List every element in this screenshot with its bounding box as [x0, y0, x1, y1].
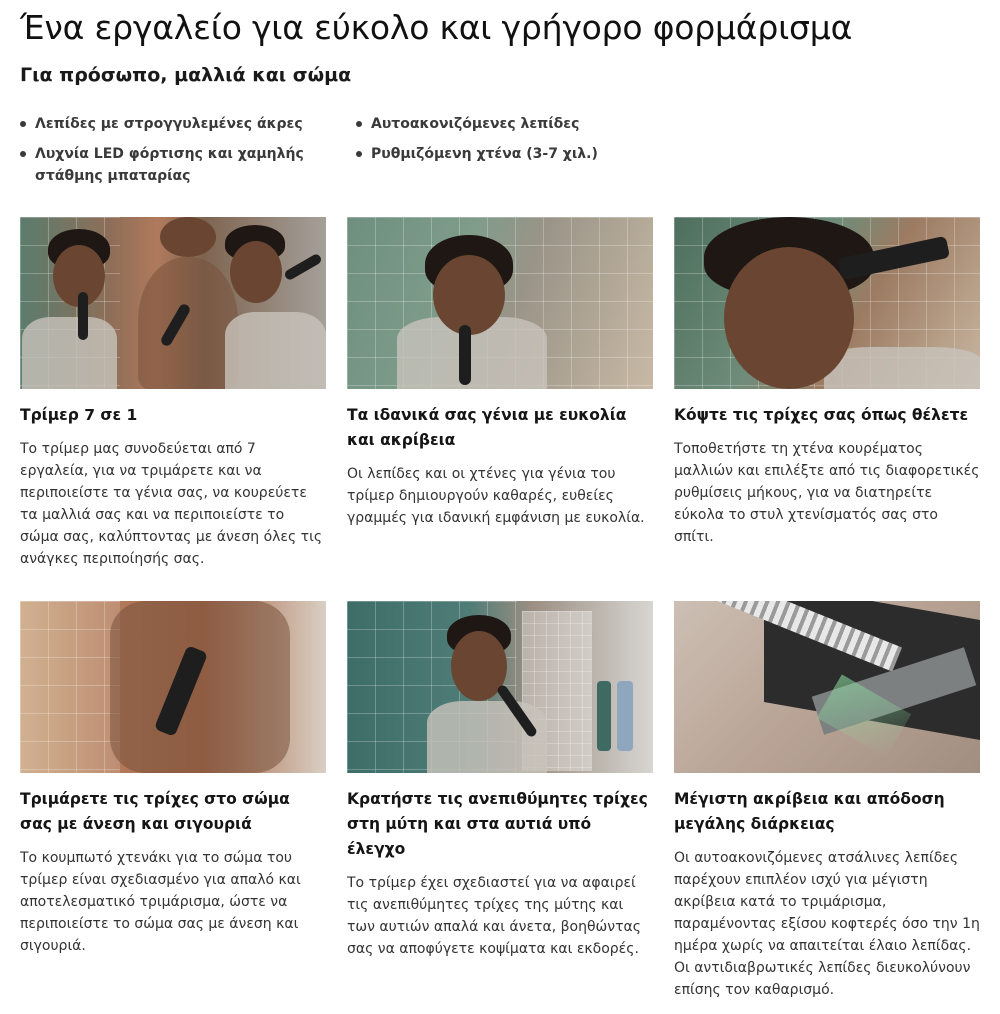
blade-closeup-image [674, 601, 980, 773]
card-description: Οι αυτοακονιζόμενες ατσάλινες λεπίδες παρέχουν επιπλέον ισχύ για μέγιστη ακρίβεια κατά το τριμάρισμα, παραμένοντας εξίσου κοφτερές όσο την 1η ημέρα χωρίς να απαιτείται έλαιο λεπίδας. Οι αντιδιαβρωτικές λεπίδες διευκολύνουν επίσης τον καθαρισμό. [674, 850, 980, 998]
trimmer-7-in-1-image [20, 217, 326, 389]
feature-card [674, 601, 980, 1001]
feature-text: Ρυθμιζόμενη χτένα (3-7 χιλ.) [371, 146, 598, 162]
card-description: Τοποθετήστε τη χτένα κουρέματος μαλλιών και επιλέξτε από τις διαφορετικές ρυθμίσεις μήκους, για να διατηρείτε εύκολα το στυλ χτενίσματός σας στο σπίτι. [674, 441, 980, 545]
beard-trimming-image [347, 217, 653, 389]
page-title: Ένα εργαλείο για εύκολο και γρήγορο φορμάρισμα [20, 8, 853, 47]
card-description: Το τρίμερ έχει σχεδιαστεί για να αφαιρεί τις ανεπιθύμητες τρίχες της μύτης και των αυτιών απαλά και άνετα, βοηθώντας σας να αποφύγετε κοψίματα και εκδορές. [347, 875, 641, 957]
card-description: Το κουμπωτό χτενάκι για το σώμα του τρίμερ είναι σχεδιασμένο για απαλό και αποτελεσματικό τριμάρισμα, ώστε να περιποιείστε το σώμα σας με άνεση και σιγουριά. [20, 850, 301, 954]
bullet-icon [356, 151, 362, 157]
body-trimming-image [20, 601, 326, 773]
card-title: Κόψτε τις τρίχες σας όπως θέλετε [674, 406, 969, 424]
feature-card [347, 217, 653, 570]
nose-ear-trimming-image [347, 601, 653, 773]
bullet-icon [20, 121, 26, 127]
feature-cards-row-1 [20, 217, 980, 570]
feature-item [20, 113, 356, 135]
feature-card [674, 217, 980, 570]
feature-text: Λεπίδες με στρογγυλεμένες άκρες [35, 116, 303, 132]
feature-item [356, 143, 636, 187]
feature-item [356, 113, 636, 135]
feature-card [20, 217, 326, 570]
card-description: Το τρίμερ μας συνοδεύεται από 7 εργαλεία, για να τριμάρετε και να περιποιείστε τα γένια σας, να κουρεύετε τα μαλλιά σας και να περιποιείστε το σώμα σας, καλύπτοντας με άνεση όλες τις ανάγκες περιποίησής σας. [20, 441, 323, 567]
feature-text: Λυχνία LED φόρτισης και χαμηλής στάθμης μπαταρίας [35, 146, 304, 184]
feature-item [20, 143, 356, 187]
feature-list [20, 113, 640, 187]
card-description: Οι λεπίδες και οι χτένες για γένια του τρίμερ δημιουργούν καθαρές, ευθείες γραμμές για ιδανική εμφάνιση με ευκολία. [347, 466, 645, 526]
card-title: Τα ιδανικά σας γένια με ευκολία και ακρίβεια [347, 406, 627, 449]
hair-clipping-image [674, 217, 980, 389]
card-title: Τρίμερ 7 σε 1 [20, 406, 138, 424]
card-title: Μέγιστη ακρίβεια και απόδοση μεγάλης διάρκειας [674, 790, 945, 833]
card-title: Κρατήστε τις ανεπιθύμητες τρίχες στη μύτη και στα αυτιά υπό έλεγχο [347, 790, 648, 858]
bullet-icon [356, 121, 362, 127]
card-title: Τριμάρετε τις τρίχες στο σώμα σας με άνεση και σιγουριά [20, 790, 290, 833]
page-subtitle: Για πρόσωπο, μαλλιά και σώμα [20, 64, 352, 86]
bullet-icon [20, 151, 26, 157]
feature-cards-row-2 [20, 601, 980, 1001]
feature-card [347, 601, 653, 1001]
feature-card [20, 601, 326, 1001]
feature-text: Αυτοακονιζόμενες λεπίδες [371, 116, 580, 132]
